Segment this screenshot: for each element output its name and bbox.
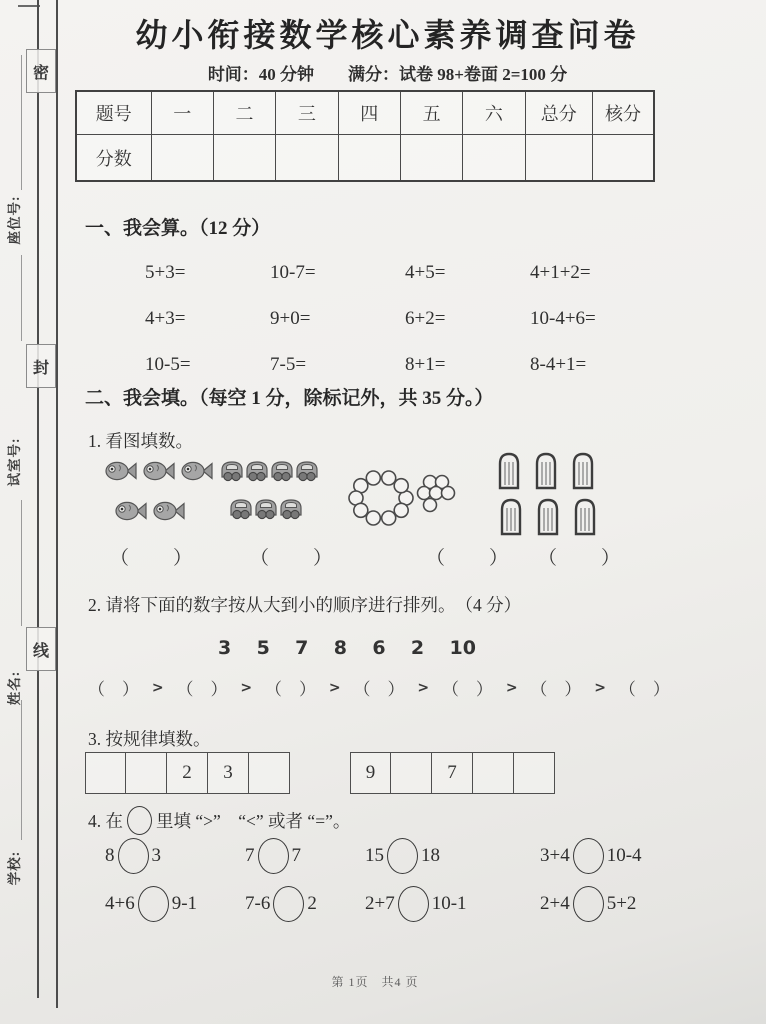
score-header-cell: 一: [151, 92, 213, 135]
q2-answer-blank: （ ）: [353, 680, 405, 699]
score-table-score-row: [77, 135, 653, 180]
comparison-circle: [138, 886, 169, 922]
calc-problem: 6+2=: [405, 308, 446, 329]
score-empty-cell: [525, 135, 592, 180]
page-title: 幼小衔接数学核心素养调查问卷: [135, 17, 640, 53]
fish-group-image: [103, 455, 218, 535]
greater-than-sign: >: [417, 679, 430, 696]
comparison-item: [365, 838, 540, 874]
score-header-cell: 二: [213, 92, 275, 135]
score-header-cell: 六: [462, 92, 524, 135]
q4-comparison-row: [75, 838, 700, 874]
calc-row: [75, 250, 690, 296]
score-empty-cell: [400, 135, 462, 180]
pattern-cell: [126, 752, 167, 794]
pattern-cell: [391, 752, 432, 794]
right-operand: 7: [291, 845, 301, 866]
exam-room-writing-line: [21, 500, 22, 626]
greater-than-sign: >: [151, 679, 164, 696]
exam-meta: 时间：40 分钟 满分：试卷 98+卷面 2=100 分: [207, 65, 568, 84]
q2-answer-blank: （ ）: [441, 680, 493, 699]
left-operand: 7-6: [245, 893, 271, 914]
comparison-circle: [398, 886, 429, 922]
q2-number: 8: [333, 637, 347, 659]
page-footer: 第 1页 共4 页: [331, 975, 419, 989]
q2-ordering-blanks: [88, 675, 670, 700]
comparison-item: [365, 886, 540, 922]
q2-number: 2: [410, 637, 425, 659]
right-operand: 10-4: [606, 845, 642, 866]
score-table-header-row: [77, 92, 653, 135]
calc-problem: 5+3=: [145, 262, 186, 283]
calc-problem: 9+0=: [270, 308, 311, 329]
q3-pattern-boxes-left: [85, 752, 290, 794]
seal-char-text: 封: [32, 359, 49, 377]
pattern-cell: [85, 752, 126, 794]
comparison-circle: [573, 886, 604, 922]
seal-line-inner: [37, 0, 39, 998]
q2-answer-blank: （ ）: [530, 680, 582, 699]
comparison-circle: [273, 886, 304, 922]
q2-answer-blank: （ ）: [618, 680, 670, 699]
right-operand: 18: [421, 845, 440, 866]
greater-than-sign: >: [505, 679, 518, 696]
q2-numbers: [218, 637, 476, 659]
calc-problem: 8-4+1=: [530, 354, 587, 375]
score-empty-cell: [213, 135, 275, 180]
pattern-cell: 2: [167, 752, 208, 794]
left-operand: 2+7: [365, 893, 395, 914]
pattern-cell: 9: [350, 752, 391, 794]
pattern-cell: [514, 752, 555, 794]
score-empty-cell: [592, 135, 653, 180]
left-operand: 7: [245, 845, 255, 866]
comparison-circle: [573, 838, 604, 874]
left-operand: 3+4: [540, 845, 570, 866]
q2-label: 2. 请将下面的数字按从大到小的顺序进行排列。 （4 分）: [88, 595, 522, 615]
score-header-cell: 三: [275, 92, 337, 135]
seal-char-text: 密: [32, 64, 49, 82]
left-operand: 15: [365, 845, 384, 866]
comparison-item: [105, 838, 245, 874]
score-header-cell: 总分: [525, 92, 592, 135]
calc-problem: 4+1+2=: [530, 262, 591, 283]
q3-pattern-boxes-right: [350, 752, 555, 794]
calc-problem: 10-7=: [270, 262, 316, 283]
q3-label: 3. 按规律填数。: [88, 729, 211, 749]
score-header-cell: 五: [400, 92, 462, 135]
comparison-circle: [258, 838, 289, 874]
q1-answer-blank: （ ）: [110, 548, 195, 569]
q1-answer-blank: （ ）: [538, 548, 623, 569]
pattern-cell: 7: [432, 752, 473, 794]
calc-problem: 4+5=: [405, 262, 446, 283]
q2-number: 10: [449, 637, 476, 659]
score-header-cell: 四: [338, 92, 400, 135]
section1-heading: 一、我会算。（12 分）: [85, 218, 271, 239]
q4-label-suffix: 里填 “>” “<” 或者 “=”。: [156, 811, 351, 831]
calc-problem: 4+3=: [145, 308, 186, 329]
q1-answer-blank: （ ）: [250, 548, 335, 569]
calc-problem: 7-5=: [270, 354, 307, 375]
right-operand: 3: [151, 845, 161, 866]
seat-number-label: 座位号:: [7, 195, 22, 245]
q1-answer-blank: （ ）: [426, 548, 511, 569]
bead-group-image: [348, 462, 460, 534]
comparison-circle: [127, 806, 152, 835]
exam-room-label: 试室号:: [7, 437, 22, 487]
seal-line-outer: [56, 0, 58, 1008]
seal-char-feng: [26, 344, 56, 388]
seal-char-xian: [26, 627, 56, 671]
calc-problem: 10-5=: [145, 354, 191, 375]
right-operand: 2: [307, 893, 317, 914]
greater-than-sign: >: [240, 679, 253, 696]
comparison-item: [105, 886, 245, 922]
right-operand: 5+2: [606, 893, 637, 914]
greater-than-sign: >: [594, 679, 607, 696]
pattern-cell: [249, 752, 290, 794]
q2-answer-blank: （ ）: [176, 680, 228, 699]
left-operand: 2+4: [540, 893, 570, 914]
comparison-item: [245, 838, 365, 874]
score-empty-cell: [462, 135, 524, 180]
left-operand: 8: [105, 845, 115, 866]
q2-number: 6: [372, 637, 386, 659]
comparison-item: [245, 886, 365, 922]
left-operand: 4+6: [105, 893, 135, 914]
comparison-circle: [387, 838, 418, 874]
seat-number-writing-line: [21, 55, 22, 190]
right-operand: 9-1: [171, 893, 198, 914]
comparison-item: [540, 886, 700, 922]
comparison-circle: [118, 838, 149, 874]
q2-answer-blank: （ ）: [264, 680, 316, 699]
student-name-label: 姓名:: [7, 670, 22, 706]
calc-problem: 8+1=: [405, 354, 446, 375]
score-empty-cell: [275, 135, 337, 180]
q4-label: [88, 806, 350, 835]
q2-number: 3: [218, 637, 232, 659]
score-header-cell: 题号: [77, 92, 151, 135]
q4-label-prefix: 4. 在: [88, 811, 123, 831]
right-operand: 10-1: [431, 893, 467, 914]
greater-than-sign: >: [328, 679, 341, 696]
q1-label: 1. 看图填数。: [88, 431, 193, 451]
pattern-cell: 3: [208, 752, 249, 794]
seal-char-text: 线: [32, 642, 49, 660]
section2-heading: 二、我会填。（每空 1 分，除标记外，共 35 分。）: [85, 388, 494, 409]
score-header-cell: 核分: [592, 92, 653, 135]
school-label: 学校:: [7, 850, 22, 886]
q4-comparison-row: [75, 886, 700, 922]
comparison-item: [540, 838, 700, 874]
score-empty-cell: [151, 135, 213, 180]
calculation-grid: [75, 250, 690, 388]
name-writing-line: [21, 700, 22, 840]
writing-line: [21, 255, 22, 341]
score-empty-cell: [338, 135, 400, 180]
seal-char-mi: [26, 49, 56, 93]
q2-number: 5: [256, 637, 270, 659]
q2-answer-blank: （ ）: [88, 680, 139, 699]
schoolbag-group-image: [497, 452, 599, 538]
pattern-cell: [473, 752, 514, 794]
calc-row: [75, 342, 690, 388]
score-row-label: 分数: [95, 148, 132, 169]
calc-problem: 10-4+6=: [530, 308, 596, 329]
q2-number: 7: [295, 637, 309, 659]
score-table: [75, 90, 655, 182]
car-group-image: [220, 458, 318, 532]
calc-row: [75, 296, 690, 342]
